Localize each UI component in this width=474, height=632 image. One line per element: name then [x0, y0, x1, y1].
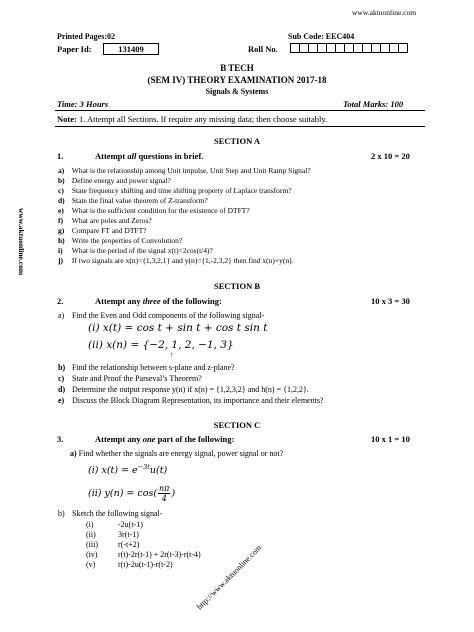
item-text: What is the relationship among Unit impulse, Unit Step and Unit Ramp Signal? [71, 166, 311, 175]
item-label: c) [58, 374, 65, 383]
item-text: If two signals are x(n)={1,3,2,1} and y(n)={1,-2,3,2} then find x(n)+y(n). [71, 256, 294, 265]
roll-no-boxes [290, 43, 407, 53]
q3-marks: 10 x 1 = 10 [371, 434, 410, 444]
item-text: -2u(t-1) [118, 520, 143, 529]
section-a-heading: SECTION A [213, 136, 261, 146]
item-text: State and Proof the Parseval’s Theorem? [72, 374, 202, 383]
q1-marks: 2 x 10 = 20 [371, 151, 410, 161]
list-item [58, 166, 311, 175]
item-text: Sketch the following signal- [72, 509, 163, 518]
item-label: g) [58, 226, 65, 235]
eq-tail: u(t) [149, 465, 168, 477]
item-label: c) [58, 186, 64, 195]
item-label: i) [58, 246, 63, 255]
item-text: Define energy and power signal? [71, 176, 171, 185]
eq-denominator: 4 [161, 494, 167, 503]
item-label: b) [58, 363, 66, 372]
instr-em: one [142, 434, 156, 444]
site-url-top: www.aktuonline.com [352, 8, 417, 17]
instr-pre: Attempt any [95, 296, 143, 306]
instr-em: three [142, 296, 161, 306]
item-text: Determine the output response y(n) if x(n) = {1,2,3,2} and h(n) = {1,2,2}. [72, 385, 309, 394]
eq-base: (i) x(t) = e [88, 465, 138, 477]
list-item [58, 256, 294, 265]
side-watermark: www.aktuonline.com [17, 208, 26, 276]
roll-no-label: Roll No. [248, 44, 278, 54]
item-label: a) [70, 449, 77, 458]
item-text: State the final value theorem of Z-transform? [71, 196, 208, 205]
item-text: What is the period of the signal x(t)=2cos(t/4)? [71, 246, 213, 255]
item-label: a) [58, 311, 65, 320]
item-label: e) [58, 206, 64, 215]
list-item [58, 206, 250, 215]
eq-base: (ii) y(n) = cos( [88, 488, 158, 499]
exam-title: (SEM IV) THEORY EXAMINATION 2017-18 [147, 75, 327, 85]
instr-em: all [127, 151, 137, 161]
instr-post: of the following: [160, 296, 222, 306]
item-text: What is the sufficient condition for the existence of DTFT? [71, 206, 250, 215]
q3a [70, 449, 283, 458]
instr-pre: Attempt [95, 151, 128, 161]
q2a-equation-2: (ii) x(n) = {−2, 1, 2, −1, 3} [88, 339, 234, 351]
item-text: r(-t+2) [118, 540, 140, 549]
item-label: b) [58, 176, 65, 185]
list-item [58, 374, 202, 383]
q3b [58, 509, 162, 518]
note [57, 114, 327, 124]
list-item [58, 226, 147, 235]
list-item [86, 540, 139, 549]
list-item [58, 246, 213, 255]
q2-marks: 10 x 3 = 30 [371, 296, 410, 306]
item-label: j) [58, 256, 63, 265]
instr-post: part of the following: [155, 434, 235, 444]
divider [55, 110, 425, 111]
list-item [58, 186, 292, 195]
divider [55, 126, 425, 127]
sub-code: Sub Code: EEC404 [288, 32, 355, 41]
q1-number: 1. [57, 151, 64, 161]
roll-cell [398, 43, 408, 53]
item-label: b) [58, 509, 65, 518]
list-item [58, 385, 309, 394]
q3-number: 3. [57, 434, 64, 444]
q3a-equation-1 [88, 463, 167, 476]
diagonal-watermark: http://www.aktuonline.com [195, 543, 264, 612]
list-item [58, 176, 171, 185]
item-text: Compare FT and DTFT? [71, 226, 147, 235]
total-marks: Total Marks: 100 [343, 99, 404, 109]
item-text: Discuss the Block Diagram Representation, its importance and their elements? [72, 396, 324, 405]
item-label: (iv) [86, 550, 98, 559]
item-label: a) [58, 166, 65, 175]
q2-number: 2. [57, 296, 64, 306]
list-item [86, 550, 201, 559]
instr-pre: Attempt any [95, 434, 143, 444]
eq-fraction [158, 484, 170, 503]
list-item [86, 530, 139, 539]
paper-id-box: 131409 [103, 43, 159, 55]
eq-numerator: nπ [159, 484, 170, 493]
item-text: What are poles and Zeros? [71, 216, 152, 225]
item-label: d) [58, 385, 66, 394]
section-b-heading: SECTION B [213, 281, 261, 291]
list-item [86, 520, 143, 529]
item-text: 3r(t-1) [118, 530, 139, 539]
course-title: B TECH [220, 63, 254, 73]
item-text: State frequency shifting and time shifting property of Laplace transform? [71, 186, 292, 195]
printed-pages: Printed Pages:02 [57, 32, 115, 41]
eq-tail: ) [171, 488, 176, 499]
item-label: d) [58, 196, 65, 205]
reference-arrow-icon: ↑ [170, 351, 174, 359]
item-text: Write the properties of Convolution? [71, 236, 183, 245]
q1-instruction [95, 151, 203, 161]
item-label: (i) [86, 520, 94, 529]
section-c-heading: SECTION C [213, 420, 261, 430]
q2-instruction [95, 296, 222, 306]
q2a-equation-1: (i) x(t) = cos t + sin t + cos t sin t [88, 322, 268, 334]
note-text: 1. Attempt all Sections. If require any missing data; then choose suitably. [78, 114, 328, 124]
list-item [58, 196, 208, 205]
paper-id-label: Paper Id: [57, 44, 92, 54]
item-text: r(t)-2r(t-1) + 2r(t-3)-r(t-4) [118, 550, 201, 559]
instr-post: questions in brief. [136, 151, 204, 161]
item-label: e) [58, 396, 65, 405]
note-label: Note: [57, 114, 77, 124]
list-item [58, 396, 323, 405]
item-text: Find the relationship between s-plane and z-plane? [72, 363, 235, 372]
list-item [86, 560, 173, 569]
item-text: Find whether the signals are energy signal, power signal or not? [78, 449, 284, 458]
eq-exponent: −3t [137, 463, 150, 471]
list-item [58, 216, 152, 225]
q3-instruction [95, 434, 234, 444]
subject-title: Signals & Systems [205, 87, 269, 96]
q3a-equation-2 [88, 484, 175, 503]
time-info: Time: 3 Hours [57, 99, 109, 109]
list-item [58, 236, 182, 245]
item-text: r(t)-2u(t-1)-r(t-2) [118, 560, 173, 569]
item-label: (ii) [86, 530, 96, 539]
q2a [58, 311, 264, 320]
item-label: (v) [86, 560, 96, 569]
item-label: (iii) [86, 540, 98, 549]
item-text: Find the Even and Odd components of the following signal- [72, 311, 265, 320]
item-label: f) [58, 216, 63, 225]
item-label: h) [58, 236, 65, 245]
list-item [58, 363, 235, 372]
